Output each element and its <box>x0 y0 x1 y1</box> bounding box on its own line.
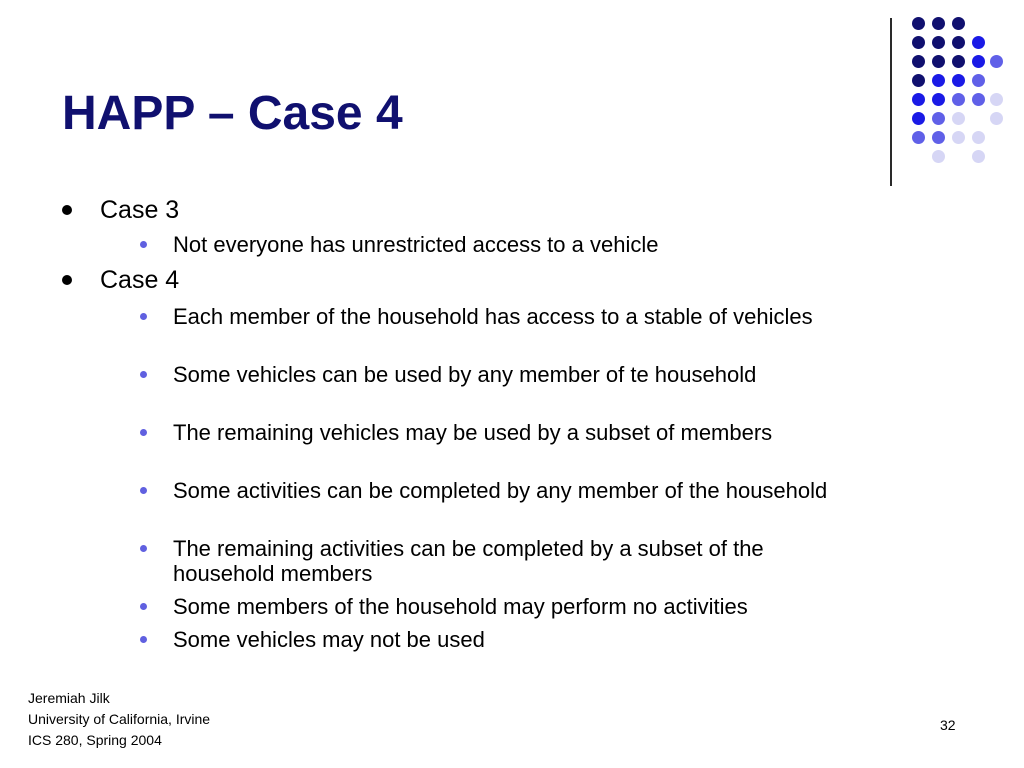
decorative-dot <box>912 93 925 106</box>
decorative-dot <box>932 150 945 163</box>
bullet-icon <box>62 275 72 285</box>
decorative-dot <box>932 17 945 30</box>
decorative-dot <box>990 93 1003 106</box>
footer-course: ICS 280, Spring 2004 <box>28 732 162 748</box>
decorative-dot <box>952 93 965 106</box>
decorative-dot <box>952 17 965 30</box>
decorative-dot <box>952 131 965 144</box>
sub-bullet-icon <box>140 313 147 320</box>
sub-bullet-icon <box>140 603 147 610</box>
decorative-dot <box>952 112 965 125</box>
decorative-dot <box>932 74 945 87</box>
sub-bullet-text: Some vehicles can be used by any member of te household <box>173 362 757 387</box>
sub-bullet-text: Some vehicles may not be used <box>173 627 485 652</box>
sub-bullet-icon <box>140 487 147 494</box>
sub-bullet-text: The remaining activities can be completed by a subset of the household members <box>173 536 764 586</box>
footer-institution: University of California, Irvine <box>28 711 211 727</box>
decorative-dot <box>972 36 985 49</box>
divider-line <box>890 18 892 186</box>
sub-bullet-icon <box>140 241 147 248</box>
decorative-dot <box>912 131 925 144</box>
decorative-dot <box>932 55 945 68</box>
decorative-dot <box>932 112 945 125</box>
sub-bullet-icon <box>140 545 147 552</box>
sub-bullet-icon <box>140 371 147 378</box>
decorative-dot <box>972 150 985 163</box>
slide-footer <box>28 688 210 751</box>
decorative-dot <box>952 36 965 49</box>
decorative-dot <box>990 112 1003 125</box>
decorative-dot <box>932 93 945 106</box>
bullet-text: Case 3 <box>100 196 180 224</box>
decorative-dot <box>952 55 965 68</box>
page-number: 32 <box>940 717 956 733</box>
decorative-dot <box>972 55 985 68</box>
decorative-dot <box>912 55 925 68</box>
sub-bullet-text: Some activities can be completed by any member of the household <box>173 478 828 503</box>
decorative-dot <box>972 131 985 144</box>
sub-bullet-icon <box>140 429 147 436</box>
decorative-dot <box>972 93 985 106</box>
decorative-dot <box>912 112 925 125</box>
bullet-text: Case 4 <box>100 266 180 294</box>
sub-bullet-text: Not everyone has unrestricted access to a vehicle <box>173 232 659 257</box>
decorative-dot <box>912 74 925 87</box>
slide-title: HAPP – Case 4 <box>62 87 403 140</box>
sub-bullet-text: Some members of the household may perform no activities <box>173 594 748 619</box>
decorative-dot <box>932 131 945 144</box>
decorative-dot <box>912 17 925 30</box>
sub-bullet-text: Each member of the household has access to a stable of vehicles <box>173 304 813 329</box>
sub-bullet-icon <box>140 636 147 643</box>
bullet-icon <box>62 205 72 215</box>
decorative-dot <box>972 74 985 87</box>
decorative-dot <box>912 36 925 49</box>
decorative-dot <box>932 36 945 49</box>
decorative-dot <box>952 74 965 87</box>
footer-author: Jeremiah Jilk <box>28 690 110 706</box>
sub-bullet-text: The remaining vehicles may be used by a subset of members <box>173 420 773 445</box>
decorative-dot <box>990 55 1003 68</box>
